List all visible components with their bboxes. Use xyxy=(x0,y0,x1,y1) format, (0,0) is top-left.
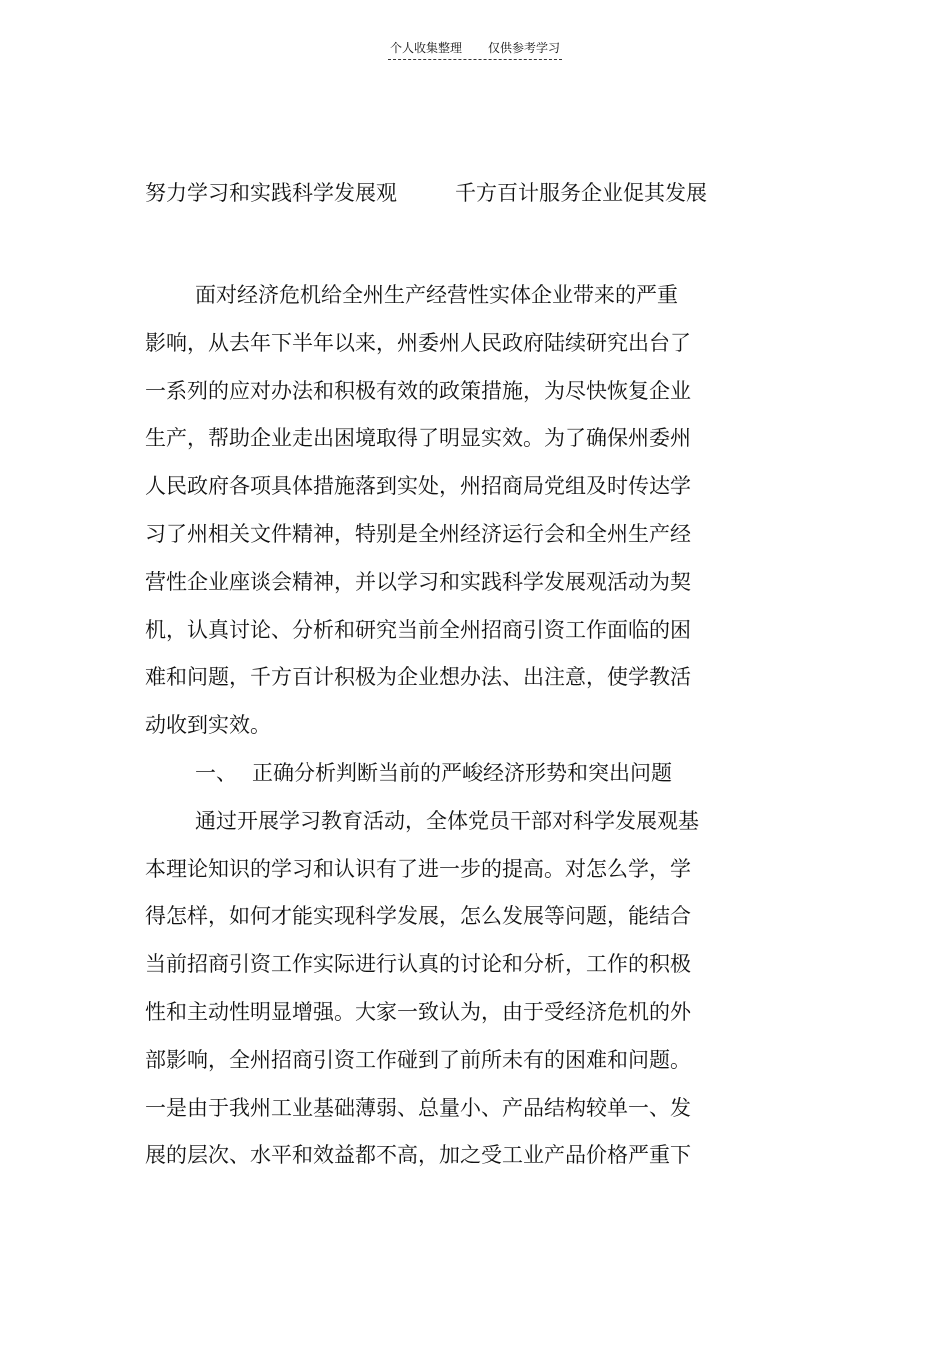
paragraph-line: 面对经济危机给全州生产经营性实体企业带来的严重 xyxy=(195,283,678,307)
section-heading-number: 一、 xyxy=(195,760,237,785)
title-part-1: 努力学习和实践科学发展观 xyxy=(145,181,397,205)
paragraph-line: 一系列的应对办法和积极有效的政策措施，为尽快恢复企业 xyxy=(145,378,691,403)
paragraph-line: 性和主动性明显增强。大家一致认为，由于受经济危机的外 xyxy=(145,999,691,1024)
header-left-text: 个人收集整理 xyxy=(389,41,462,55)
body-text xyxy=(145,272,745,1180)
title-part-2: 千方百计服务企业促其发展 xyxy=(455,181,707,205)
paragraph-line: 动收到实效。 xyxy=(145,713,271,738)
header-right-text: 仅供参考学习 xyxy=(488,41,561,55)
page-header xyxy=(0,40,950,60)
paragraph-line: 难和问题，千方百计积极为企业想办法、出注意，使学教活 xyxy=(145,665,691,690)
paragraph-line: 本理论知识的学习和认识有了进一步的提高。对怎么学，学 xyxy=(145,856,691,881)
paragraph-line: 生产，帮助企业走出困境取得了明显实效。为了确保州委州 xyxy=(145,426,691,451)
section-heading-text: 正确分析判断当前的严峻经济形势和突出问题 xyxy=(252,760,672,785)
paragraph-line: 机，认真讨论、分析和研究当前全州招商引资工作面临的困 xyxy=(145,617,691,642)
paragraph-line: 通过开展学习教育活动，全体党员干部对科学发展观基 xyxy=(195,808,699,833)
paragraph-line: 营性企业座谈会精神，并以学习和实践科学发展观活动为契 xyxy=(145,569,691,594)
paragraph-line: 展的层次、水平和效益都不高，加之受工业产品价格严重下 xyxy=(145,1143,691,1168)
paragraph-line: 部影响，全州招商引资工作碰到了前所未有的困难和问题。 xyxy=(145,1047,691,1072)
document-title xyxy=(145,178,805,208)
paragraph-line: 人民政府各项具体措施落到实处，州招商局党组及时传达学 xyxy=(145,474,691,499)
paragraph-line: 一是由于我州工业基础薄弱、总量小、产品结构较单一、发 xyxy=(145,1095,691,1120)
header-underline xyxy=(388,40,562,60)
paragraph-line: 当前招商引资工作实际进行认真的讨论和分析，工作的积极 xyxy=(145,952,691,977)
paragraph-line: 习了州相关文件精神，特别是全州经济运行会和全州生产经 xyxy=(145,521,691,546)
paragraph-line: 得怎样，如何才能实现科学发展，怎么发展等问题，能结合 xyxy=(145,904,691,929)
paragraph-line: 影响，从去年下半年以来，州委州人民政府陆续研究出台了 xyxy=(145,330,691,355)
section-heading xyxy=(145,750,745,798)
